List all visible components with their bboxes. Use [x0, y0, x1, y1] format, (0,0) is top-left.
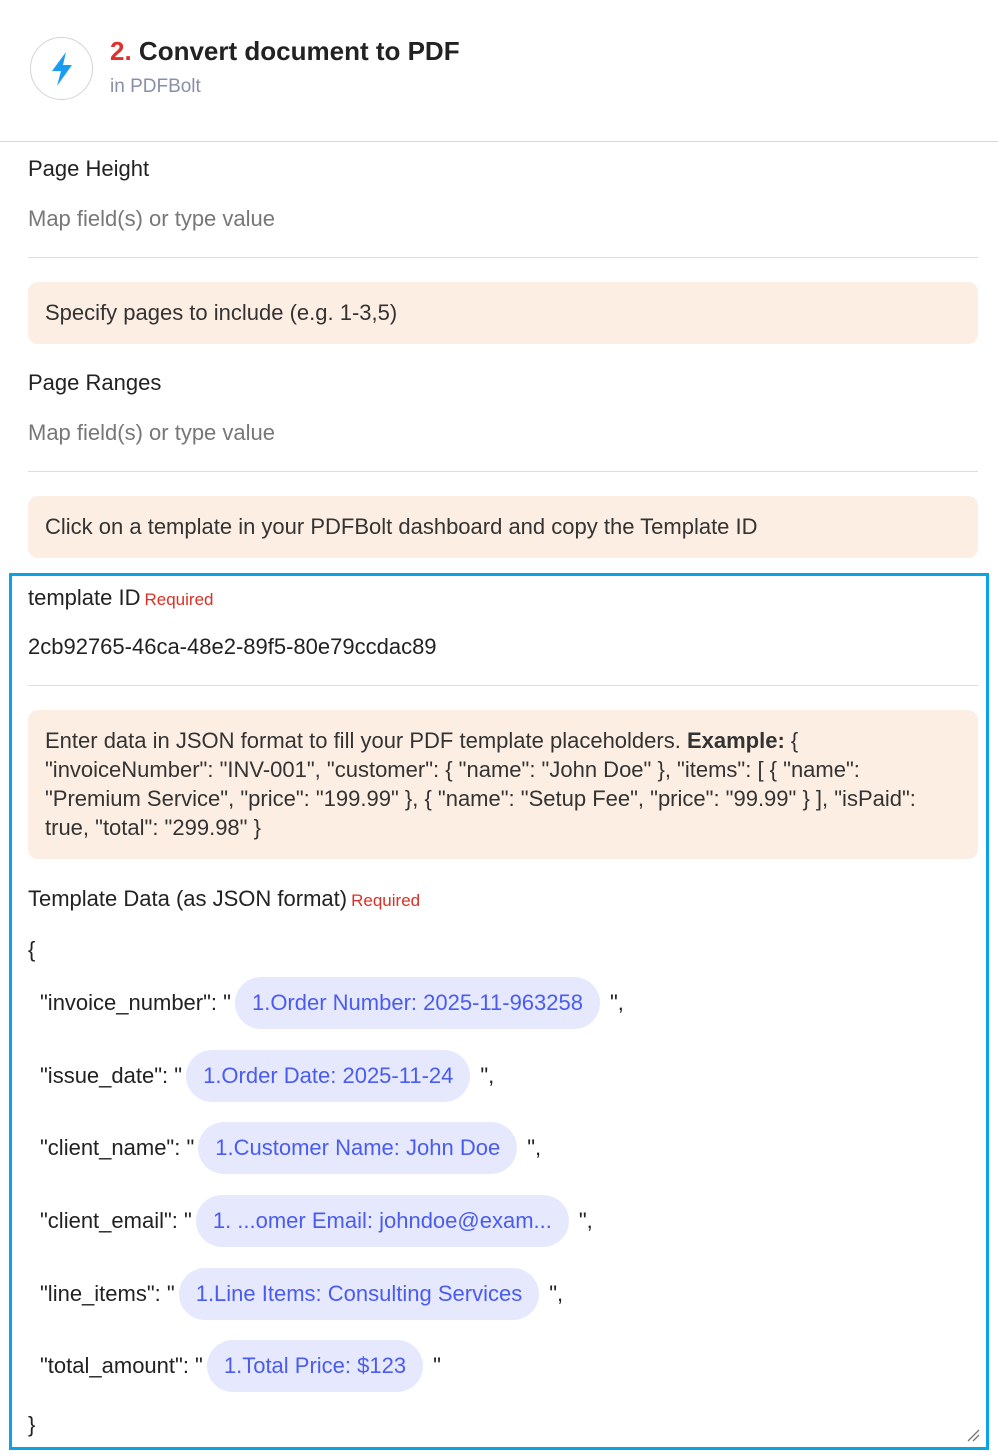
json-hint-bold: Example:	[686, 728, 785, 753]
json-key: "client_name": "	[40, 1135, 195, 1160]
template-id-hint: Click on a template in your PDFBolt dashboard and copy the Template ID	[28, 496, 978, 558]
mapped-field-pill[interactable]: 1. ...omer Email: johndoe@exam...	[196, 1195, 569, 1247]
required-badge: Required	[351, 891, 421, 910]
mapped-field-pill[interactable]: 1.Total Price: $123	[207, 1340, 423, 1392]
step-header	[0, 0, 998, 142]
page-ranges-hint: Specify pages to include (e.g. 1-3,5)	[28, 282, 978, 344]
divider	[28, 685, 978, 686]
template-id-label: template ID	[28, 585, 141, 610]
json-hint-example: { "invoiceNumber": "INV-001", "customer": { "name": "John Doe" }, "items": [ { "name": "Premium Service", "price": "199.99" }, { "name": "Setup Fee", "price": "99.99" } ], "isPaid": true, "total": "299.98" }	[45, 728, 916, 840]
divider	[28, 257, 978, 258]
step-title-text: Convert document to PDF	[138, 36, 460, 66]
step-title	[110, 36, 460, 67]
mapped-field-pill[interactable]: 1.Customer Name: John Doe	[198, 1122, 517, 1174]
divider	[28, 471, 978, 472]
template-data-label: Template Data (as JSON format)	[28, 886, 348, 911]
app-name: in PDFBolt	[110, 76, 201, 97]
json-row	[40, 1195, 593, 1247]
page-height-field	[28, 156, 978, 182]
mapped-field-pill[interactable]: 1.Order Date: 2025-11-24	[186, 1050, 470, 1102]
page-height-input[interactable]: Map field(s) or type value	[28, 206, 275, 231]
page-ranges-input[interactable]: Map field(s) or type value	[28, 420, 275, 445]
open-brace: {	[28, 937, 36, 962]
mapped-field-pill[interactable]: 1.Line Items: Consulting Services	[179, 1268, 540, 1320]
close-brace: }	[28, 1412, 36, 1437]
json-row	[40, 1050, 494, 1102]
json-key: "invoice_number": "	[40, 990, 231, 1015]
page-height-label: Page Height	[28, 156, 150, 181]
json-suffix: "	[433, 1353, 441, 1378]
json-suffix: ",	[480, 1063, 495, 1088]
json-suffix: ",	[527, 1135, 542, 1160]
json-row	[40, 1268, 563, 1320]
resize-handle-icon[interactable]	[966, 1428, 980, 1447]
template-id-label-row	[28, 585, 978, 611]
json-hint	[28, 710, 978, 859]
json-row	[40, 1340, 441, 1392]
page-ranges-label: Page Ranges	[28, 370, 162, 395]
json-hint-text: Enter data in JSON format to fill your PDF template placeholders.	[45, 728, 681, 753]
required-badge: Required	[144, 590, 214, 609]
json-row	[40, 977, 624, 1029]
json-key: "client_email": "	[40, 1208, 192, 1233]
mapped-field-pill[interactable]: 1.Order Number: 2025-11-963258	[235, 977, 600, 1029]
json-suffix: ",	[609, 990, 624, 1015]
json-row	[40, 1122, 541, 1174]
lightning-bolt-icon	[30, 37, 93, 100]
step-number: 2.	[110, 36, 132, 66]
json-suffix: ",	[549, 1281, 564, 1306]
template-data-label-row	[28, 886, 978, 912]
json-suffix: ",	[578, 1208, 593, 1233]
template-id-input[interactable]: 2cb92765-46ca-48e2-89f5-80e79ccdac89	[28, 634, 437, 659]
json-key: "line_items": "	[40, 1281, 175, 1306]
json-key: "total_amount": "	[40, 1353, 203, 1378]
json-key: "issue_date": "	[40, 1063, 183, 1088]
